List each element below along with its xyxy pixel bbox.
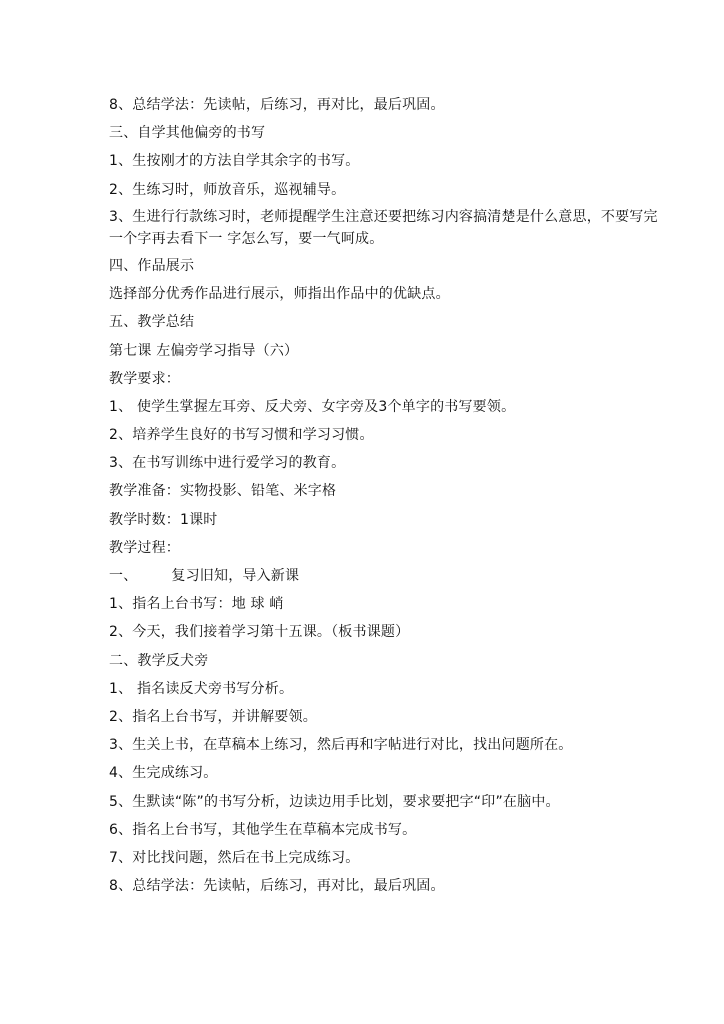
text-line: 教学时数：1课时 [109, 511, 218, 528]
section-heading: 二、教学反犬旁 [109, 652, 209, 669]
text-line: 2、生练习时，师放音乐，巡视辅导。 [109, 181, 346, 198]
text-line: 教学过程： [109, 539, 180, 556]
section-heading: 三、自学其他偏旁的书写 [109, 125, 266, 142]
text-line: 2、培养学生良好的书写习惯和学习习惯。 [109, 427, 374, 444]
text-line: 2、指名上台书写，并讲解要领。 [109, 708, 317, 725]
text-line: 8、总结学法：先读帖，后练习，再对比，最后巩固。 [109, 878, 445, 895]
text-line: 1、 指名读反犬旁书写分析。 [109, 680, 294, 697]
text-line: 选择部分优秀作品进行展示，师指出作品中的优缺点。 [109, 286, 450, 303]
section-heading: 五、教学总结 [109, 314, 195, 331]
text-line: 1、指名上台书写：地 球 峭 [109, 596, 284, 613]
text-line: 教学要求： [109, 370, 180, 387]
text-line: 7、对比找问题，然后在书上完成练习。 [109, 849, 360, 866]
text-line: 3、在书写训练中进行爱学习的教育。 [109, 455, 346, 472]
text-line: 3、生关上书，在草稿本上练习，然后再和字帖进行对比，找出问题所在。 [109, 737, 573, 754]
text-line: 2、今天，我们接着学习第十五课。（板书课题） [109, 624, 410, 641]
section-text: 复习旧知，导入新课 [171, 568, 300, 584]
text-line: 3、生进行行款练习时，老师提醒学生注意还要把练习内容搞清楚是什么意思，不要写完一个字再去看下一 字怎么写，要一气呵成。 [109, 208, 658, 247]
section-number: 一、 [109, 568, 138, 584]
text-line: 4、生完成练习。 [109, 765, 218, 782]
text-line: 5、生默读“陈”的书写分析，边读边用手比划，要求要把字“印”在脑中。 [109, 793, 560, 810]
section-heading [109, 564, 669, 588]
text-line: 1、生按刚才的方法自学其余字的书写。 [109, 153, 360, 170]
text-line: 6、指名上台书写，其他学生在草稿本完成书写。 [109, 821, 417, 838]
text-line: 1、 使学生掌握左耳旁、反犬旁、女字旁及3个单字的书写要领。 [109, 398, 516, 415]
section-heading: 四、作品展示 [109, 257, 195, 274]
text-line: 教学准备：实物投影、铅笔、米字格 [109, 483, 337, 500]
text-line: 8、总结学法：先读帖，后练习，再对比，最后巩固。 [109, 97, 445, 113]
lesson-title: 第七课 左偏旁学习指导（六） [109, 342, 299, 359]
document-body [109, 93, 669, 902]
